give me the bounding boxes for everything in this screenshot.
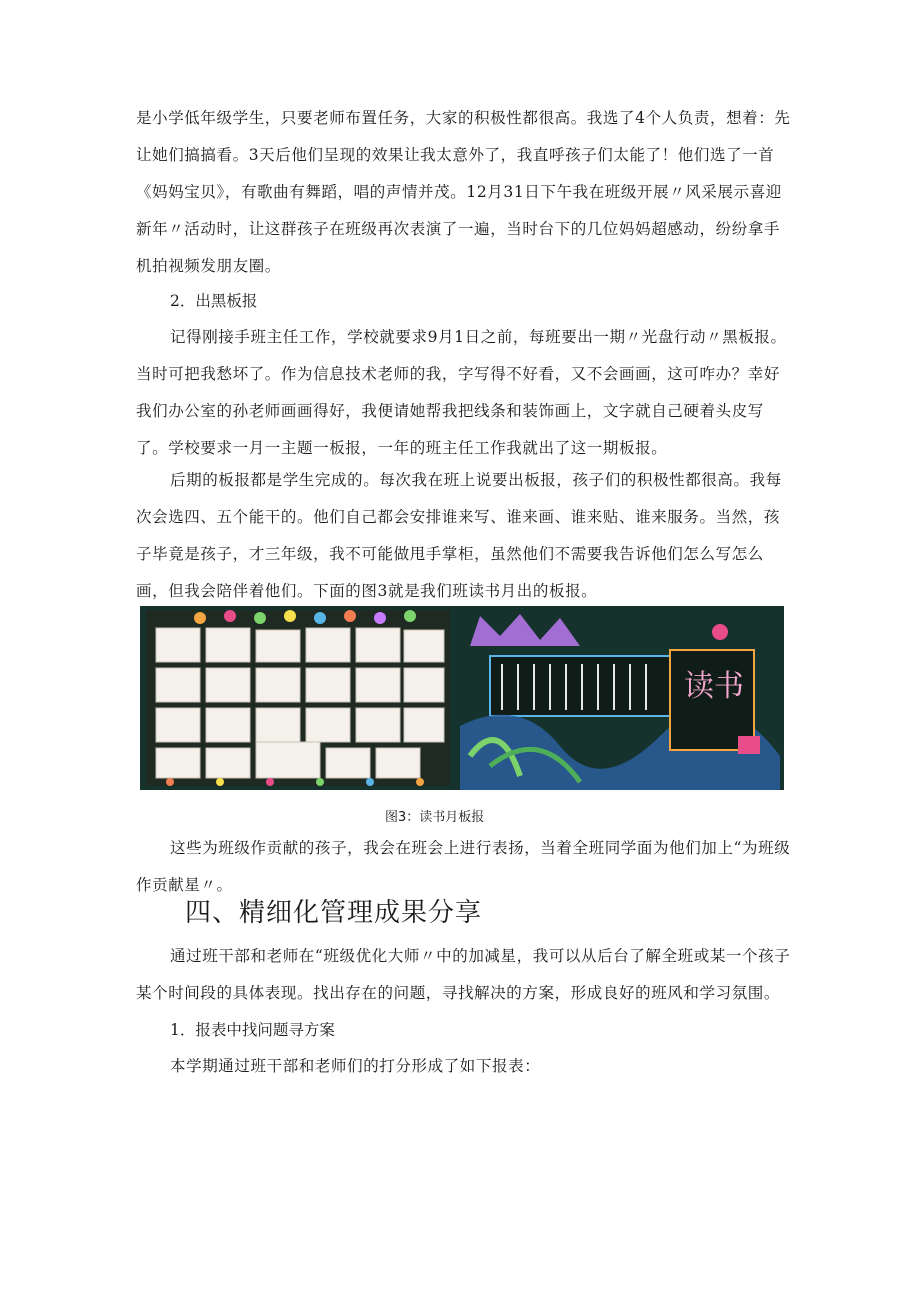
paragraph-management: 通过班干部和老师在“班级优化大师〃中的加减星，我可以从后台了解全班或某一个孩子某个时间段的具体表现。找出存在的问题，寻找解决的方案，形成良好的班风和学习氛围。: [136, 947, 791, 1002]
paragraph-performance: 是小学低年级学生，只要老师布置任务，大家的积极性都很高。我选了4个人负责，想着：先让她们搞搞看。3天后他们呈现的效果让我太意外了，我直呼孩子们太能了！他们选了一首《妈妈宝贝》，有歌曲有舞蹈，唱的声情并茂。12月31日下午我在班级开展〃风采展示喜迎新年〃活动时，让这群孩子在班级再次表演了一遍，当时台下的几位妈妈超感动，纷纷拿手机拍视频发朋友圈。: [136, 109, 791, 275]
board-title-text: 读书: [684, 669, 744, 704]
paragraph-praise: 这些为班级作贡献的孩子，我会在班会上进行表扬，当着全班同学面为他们加上“为班级作贡献星〃。: [136, 839, 791, 894]
section-heading: 四、精细化管理成果分享: [185, 898, 483, 928]
blackboard-photo: [140, 606, 784, 790]
figure-caption: 图3：读书月板报: [385, 810, 485, 825]
list-item-report: 1．报表中找问题寻方案: [170, 1021, 335, 1039]
paragraph-report-intro: 本学期通过班干部和老师们的打分形成了如下报表：: [170, 1057, 541, 1075]
blackboard-illustration: [140, 606, 784, 790]
paragraph-blackboard-first: 记得刚接手班主任工作，学校就要求9月1日之前，每班要出一期〃光盘行动〃黑板报。当时可把我愁坏了。作为信息技术老师的我，字写得不好看，又不会画画，这可咋办？幸好我们办公室的孙老师画画得好，我便请她帮我把线条和装饰画上，文字就自己硬着头皮写了。学校要求一月一主题一板报，一年的班主任工作我就出了这一期板报。: [136, 328, 787, 457]
paragraph-blackboard-later: 后期的板报都是学生完成的。每次我在班上说要出板报，孩子们的积极性都很高。我每次会选四、五个能干的。他们自己都会安排谁来写、谁来画、谁来贴、谁来服务。当然，孩子毕竟是孩子，才三年级，我不可能做甩手掌柜，虽然他们不需要我告诉他们怎么写怎么画，但我会陪伴着他们。下面的图3就是我们班读书月出的板报。: [136, 471, 782, 600]
list-item-blackboard: 2．出黑板报: [170, 292, 258, 310]
